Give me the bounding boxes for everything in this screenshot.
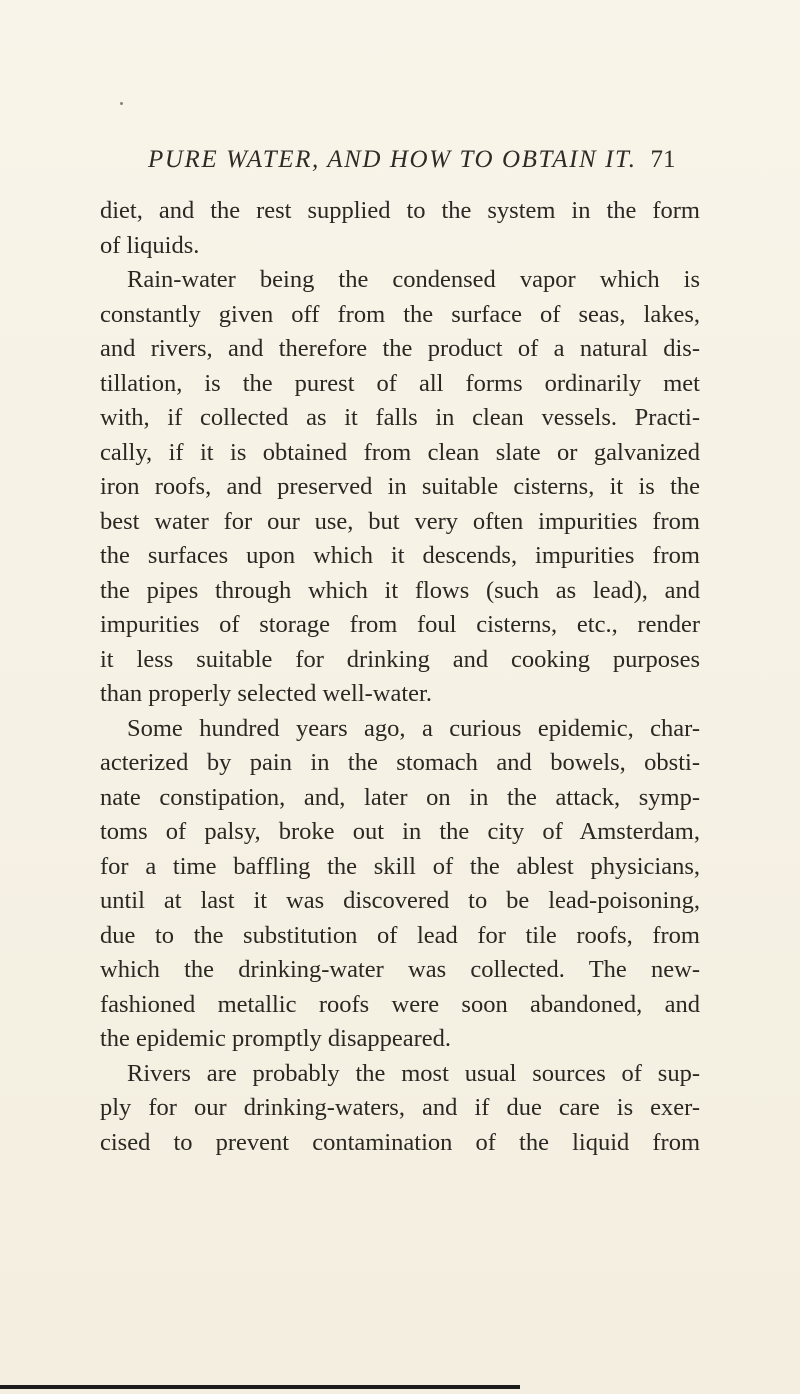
text-line: fashioned metallic roofs were soon abandoned, and (100, 990, 700, 1018)
paragraph (100, 712, 700, 1057)
text-line: best water for our use, but very often impurities from (100, 507, 700, 535)
paragraph (100, 194, 700, 263)
scan-edge-rule (0, 1385, 520, 1389)
paragraph (100, 1057, 700, 1161)
text-line: acterized by pain in the stomach and bowels, obsti- (100, 749, 700, 776)
text-line: and rivers, and therefore the product of a natural dis- (100, 335, 700, 362)
paper-speck (120, 102, 123, 105)
text-line: due to the substitution of lead for tile roofs, from (100, 921, 700, 949)
text-line: cised to prevent contamination of the liquid from (100, 1128, 700, 1156)
text-line: it less suitable for drinking and cooking purposes (100, 645, 700, 673)
text-line: of liquids. (100, 231, 200, 259)
page-number: 71 (650, 146, 676, 173)
text-line: cally, if it is obtained from clean slate or galvanized (100, 438, 700, 466)
text-line: Rain-water being the condensed vapor which is (127, 266, 700, 293)
text-line: iron roofs, and preserved in suitable cisterns, it is the (100, 473, 700, 500)
text-line: tillation, is the purest of all forms ordinarily met (100, 369, 700, 397)
text-line: Some hundred years ago, a curious epidemic, char- (127, 714, 700, 742)
text-line: diet, and the rest supplied to the system in the form (100, 197, 700, 224)
text-line: which the drinking-water was collected. The new- (100, 956, 700, 983)
text-line: constantly given off from the surface of seas, lakes, (100, 300, 700, 328)
running-head-title: PURE WATER, AND HOW TO OBTAIN IT. (148, 146, 637, 173)
text-line: ply for our drinking-waters, and if due care is exer- (100, 1094, 700, 1121)
text-line: the epidemic promptly disappeared. (100, 1025, 452, 1052)
text-line: than properly selected well-water. (100, 680, 432, 707)
text-line: Rivers are probably the most usual sources of sup- (127, 1059, 700, 1087)
paragraph (100, 263, 700, 712)
text-line: the pipes through which it flows (such as lead), and (100, 576, 700, 604)
body-text (100, 194, 700, 1160)
text-line: nate constipation, and, later on in the attack, symp- (100, 783, 700, 811)
running-head (148, 146, 788, 174)
text-line: toms of palsy, broke out in the city of Amsterdam, (100, 818, 700, 845)
text-line: with, if collected as it falls in clean vessels. Practi- (100, 404, 700, 431)
text-line: impurities of storage from foul cisterns, etc., render (100, 611, 700, 638)
text-line: until at last it was discovered to be lead-poisoning, (100, 887, 700, 914)
text-line: for a time baffling the skill of the ablest physicians, (100, 852, 700, 880)
text-line: the surfaces upon which it descends, impurities from (100, 542, 700, 569)
